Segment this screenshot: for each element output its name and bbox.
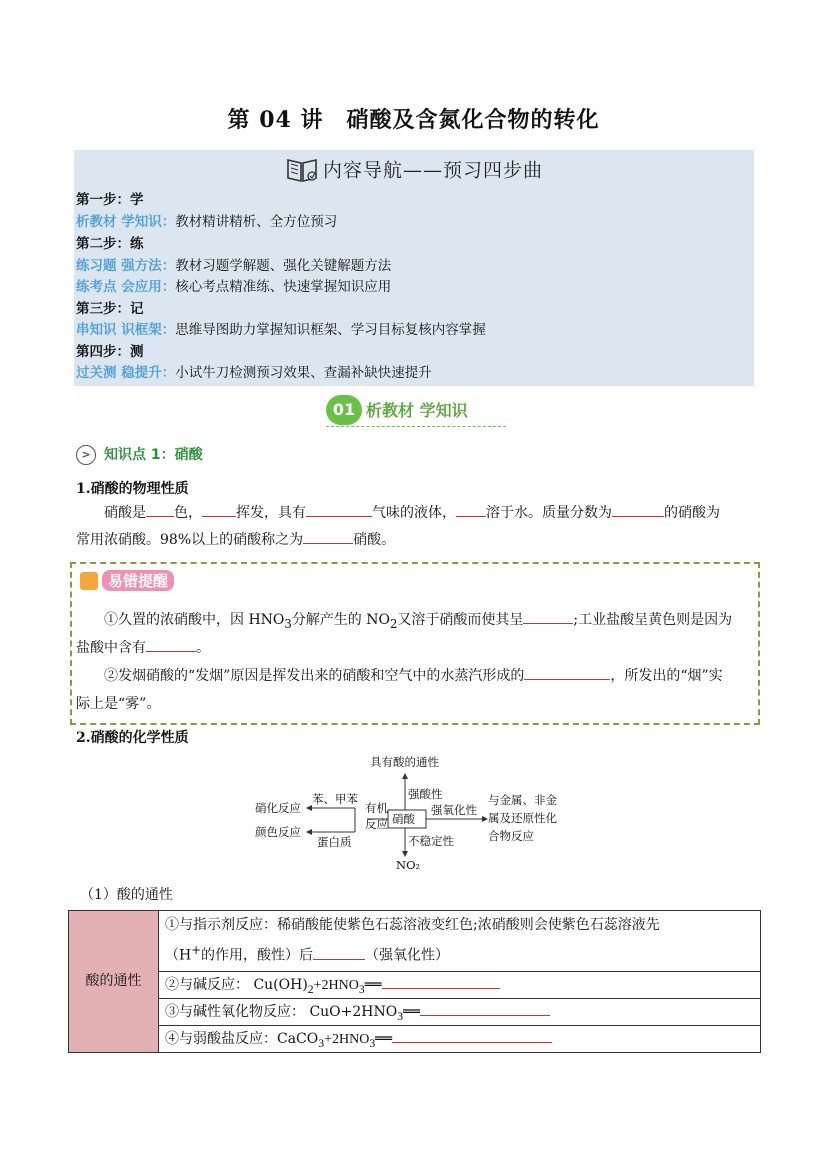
blank-fuming-cause[interactable] [524,666,610,680]
step-3: 第三步：记 [76,301,144,317]
section-banner [326,395,506,427]
acid-general-subheading: （1）酸的通性 [80,887,173,903]
guide-heading [74,154,754,189]
content-guide-box [74,150,754,386]
tip-line-1: ①久置的浓硝酸中，因 $HNO_3$分解产生的 $NO_2$又溶于硝酸而使其呈 ;工业盐酸呈黄色则是因为 [104,612,733,631]
cell-weak-acid-salt: ④与弱酸盐反应：$CaCO_3+2HNO_3══$ [159,1025,761,1052]
label-acid-general: 具有酸的通性 [370,755,439,769]
label-organic-2: 反应 [365,817,388,831]
chemical-heading: 2.硝酸的化学性质 [76,730,189,746]
guide-line-study: 析教材 学知识：教材精讲精析、全方位预习 [76,214,338,230]
guide-line-apply: 练考点 会应用：核心考点精准练、快速掌握知识应用 [76,279,392,295]
blank-mass-fraction[interactable] [612,503,664,517]
label-strong-acid: 强酸性 [408,787,443,801]
guide-line-framework: 串知识 识框架：思维导图助力掌握知识框架、学习目标复核内容掌握 [76,322,486,338]
blank-color[interactable] [146,503,174,517]
section-number: 01 [326,395,362,425]
physical-paragraph-2: 常用浓硝酸。98%以上的硝酸称之为 硝酸。 [76,532,396,548]
blank-odor[interactable] [306,503,372,517]
tip-badge: 易错提醒 [80,570,174,592]
tip-line-2: 盐酸中含有 。 [76,640,210,656]
blank-solubility[interactable] [456,503,486,517]
step-2: 第二步：练 [76,236,144,252]
section-label: 析教材 学知识 [366,401,468,420]
label-nitration: 硝化反应 [255,801,301,815]
tip-line-4: 际上是“雾”。 [76,696,161,712]
physical-heading: 1.硝酸的物理性质 [76,481,189,497]
label-target-3: 合物反应 [488,829,534,843]
label-oxidizing: 强氧化性 [431,803,477,817]
properties-diagram [255,752,585,874]
bookmark-icon [80,572,98,590]
guide-heading-text: 内容导航——预习四步曲 [322,159,543,182]
blank-volatility[interactable] [202,503,236,517]
step-1: 第一步：学 [76,192,144,208]
blank-oxide-eq[interactable] [420,1002,550,1016]
step-4: 第四步：测 [76,344,144,360]
blank-fuming[interactable] [303,530,353,544]
table-row [69,1025,761,1052]
blank-salt-eq[interactable] [392,1029,552,1043]
cell-basic-oxide: ③与碱性氧化物反应： $CuO+2HNO_3══$ [159,998,761,1025]
tip-box [70,562,760,725]
physical-paragraph: 硝酸是 色， 挥发，具有 气味的液体， 溶于水。质量分数为 的硝酸为 [104,505,720,521]
label-protein: 蛋白质 [317,835,352,849]
label-benzene: 苯、甲苯 [312,792,358,806]
page-title: 第 04 讲 硝酸及含氮化合物的转化 [227,107,600,133]
cell-indicator: ①与指示剂反应：稀硝酸能使紫色石蕊溶液变红色;浓硝酸则会使紫色石蕊溶液先 （H+的作用，酸性）后 （强氧化性） [159,911,761,972]
chevron-right-icon: > [76,445,96,465]
blank-base-eq[interactable] [382,975,500,989]
cell-base: ②与碱反应： $Cu(OH)_2+2HNO_3══$ [159,971,761,998]
table-row [69,971,761,998]
label-target-2: 属及还原性化 [488,811,557,825]
guide-line-practice: 练习题 强方法：教材习题学解题、强化关键解题方法 [76,258,392,274]
label-nitric-acid: 硝酸 [392,812,415,826]
table-row [69,911,761,972]
label-no2: NO₂ [396,858,421,872]
table-row [69,998,761,1025]
guide-line-test: 过关测 稳提升：小试牛刀检测预习效果、查漏补缺快速提升 [76,365,432,381]
label-organic-1: 有机 [365,801,388,815]
blank-indicator[interactable] [313,946,365,960]
section-divider [326,426,506,427]
label-unstable: 不稳定性 [408,834,454,848]
acid-properties-table [68,910,761,1053]
knowledge-point-heading: > 知识点 1：硝酸 [76,444,203,466]
book-icon [285,154,319,189]
label-color-reaction: 颜色反应 [255,825,301,839]
tip-line-3: ②发烟硝酸的“发烟”原因是挥发出来的硝酸和空气中的水蒸汽形成的 ，所发出的“烟”实 [104,668,723,684]
label-target-1: 与金属、非金 [488,793,557,807]
row-label: 酸的通性 [69,911,159,1053]
blank-hcl-impurity[interactable] [146,638,196,652]
blank-aged-color[interactable] [523,610,573,624]
